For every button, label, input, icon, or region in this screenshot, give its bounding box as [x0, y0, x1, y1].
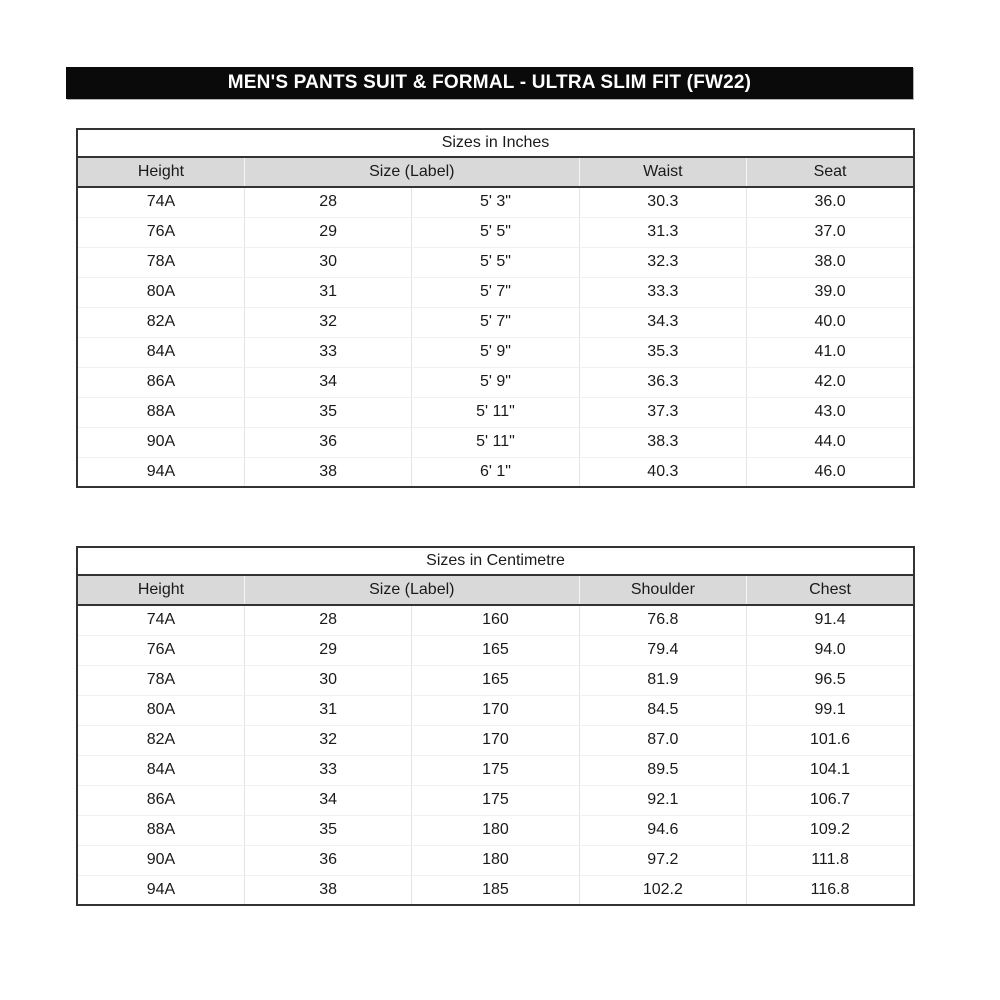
- cell-chest: 116.8: [747, 875, 914, 905]
- table-row: [77, 187, 914, 217]
- cell-shoulder: 92.1: [579, 785, 746, 815]
- cell-size-label: 33: [244, 337, 411, 367]
- cell-size-label: 31: [244, 277, 411, 307]
- header-size-label: Size (Label): [244, 575, 579, 605]
- table-row: [77, 875, 914, 905]
- cell-size-label: 31: [244, 695, 411, 725]
- table-row: [77, 755, 914, 785]
- cell-size-secondary: 180: [412, 815, 579, 845]
- cell-size-secondary: 5' 11": [412, 397, 579, 427]
- table-row: [77, 217, 914, 247]
- cell-seat: 46.0: [747, 457, 914, 487]
- cell-size-label: 38: [244, 457, 411, 487]
- cell-size-secondary: 5' 5": [412, 217, 579, 247]
- cell-size-secondary: 5' 5": [412, 247, 579, 277]
- cell-size-secondary: 5' 11": [412, 427, 579, 457]
- table-row: [77, 307, 914, 337]
- size-table-centimetre: [76, 546, 915, 906]
- cell-shoulder: 84.5: [579, 695, 746, 725]
- table-row: [77, 845, 914, 875]
- cell-chest: 104.1: [747, 755, 914, 785]
- cell-chest: 101.6: [747, 725, 914, 755]
- cell-seat: 42.0: [747, 367, 914, 397]
- header-height: Height: [77, 157, 244, 187]
- cell-shoulder: 81.9: [579, 665, 746, 695]
- cell-shoulder: 79.4: [579, 635, 746, 665]
- cell-size-secondary: 160: [412, 605, 579, 635]
- cell-waist: 36.3: [579, 367, 746, 397]
- cell-height: 76A: [77, 635, 244, 665]
- table-caption-row: [77, 129, 914, 157]
- table-row: [77, 397, 914, 427]
- cell-chest: 109.2: [747, 815, 914, 845]
- cell-size-label: 34: [244, 785, 411, 815]
- header-chest: Chest: [747, 575, 914, 605]
- cell-waist: 30.3: [579, 187, 746, 217]
- cell-size-label: 35: [244, 397, 411, 427]
- table-row: [77, 457, 914, 487]
- cell-chest: 91.4: [747, 605, 914, 635]
- cell-seat: 38.0: [747, 247, 914, 277]
- cell-height: 86A: [77, 785, 244, 815]
- cell-shoulder: 102.2: [579, 875, 746, 905]
- cell-size-secondary: 165: [412, 665, 579, 695]
- cell-waist: 33.3: [579, 277, 746, 307]
- cell-size-secondary: 175: [412, 785, 579, 815]
- cell-size-secondary: 165: [412, 635, 579, 665]
- cell-waist: 35.3: [579, 337, 746, 367]
- cell-shoulder: 87.0: [579, 725, 746, 755]
- table-row: [77, 785, 914, 815]
- cell-height: 90A: [77, 427, 244, 457]
- cell-size-label: 28: [244, 605, 411, 635]
- cell-size-secondary: 5' 3": [412, 187, 579, 217]
- cell-height: 76A: [77, 217, 244, 247]
- cell-height: 82A: [77, 725, 244, 755]
- cell-size-label: 29: [244, 217, 411, 247]
- cell-seat: 39.0: [747, 277, 914, 307]
- cell-waist: 37.3: [579, 397, 746, 427]
- cell-size-label: 33: [244, 755, 411, 785]
- table-row: [77, 367, 914, 397]
- cell-size-secondary: 175: [412, 755, 579, 785]
- cell-size-label: 29: [244, 635, 411, 665]
- cell-height: 80A: [77, 277, 244, 307]
- cell-height: 80A: [77, 695, 244, 725]
- cell-seat: 36.0: [747, 187, 914, 217]
- cell-seat: 43.0: [747, 397, 914, 427]
- table-caption-row: [77, 547, 914, 575]
- cell-chest: 106.7: [747, 785, 914, 815]
- cell-waist: 38.3: [579, 427, 746, 457]
- cell-size-secondary: 5' 9": [412, 337, 579, 367]
- cell-height: 88A: [77, 397, 244, 427]
- cell-height: 84A: [77, 337, 244, 367]
- cell-size-label: 30: [244, 665, 411, 695]
- table-row: [77, 427, 914, 457]
- cell-height: 82A: [77, 307, 244, 337]
- cell-size-label: 34: [244, 367, 411, 397]
- cell-height: 74A: [77, 187, 244, 217]
- cell-size-label: 36: [244, 427, 411, 457]
- cell-waist: 40.3: [579, 457, 746, 487]
- cell-size-secondary: 5' 9": [412, 367, 579, 397]
- cell-chest: 96.5: [747, 665, 914, 695]
- table-header-row: [77, 157, 914, 187]
- cell-size-secondary: 6' 1": [412, 457, 579, 487]
- table-caption: Sizes in Inches: [77, 129, 914, 157]
- chart-title-bar: [66, 67, 913, 99]
- table-row: [77, 337, 914, 367]
- table-row: [77, 277, 914, 307]
- cell-size-label: 30: [244, 247, 411, 277]
- table-row: [77, 695, 914, 725]
- table-header-row: [77, 575, 914, 605]
- header-shoulder: Shoulder: [579, 575, 746, 605]
- cell-height: 88A: [77, 815, 244, 845]
- table-row: [77, 605, 914, 635]
- cell-height: 78A: [77, 247, 244, 277]
- cell-height: 90A: [77, 845, 244, 875]
- table-row: [77, 635, 914, 665]
- cell-size-secondary: 170: [412, 725, 579, 755]
- cell-shoulder: 94.6: [579, 815, 746, 845]
- cell-size-label: 28: [244, 187, 411, 217]
- cell-size-label: 35: [244, 815, 411, 845]
- table-row: [77, 665, 914, 695]
- cell-waist: 31.3: [579, 217, 746, 247]
- header-seat: Seat: [747, 157, 914, 187]
- cell-chest: 111.8: [747, 845, 914, 875]
- header-size-label: Size (Label): [244, 157, 579, 187]
- cell-seat: 37.0: [747, 217, 914, 247]
- table-row: [77, 815, 914, 845]
- table-row: [77, 247, 914, 277]
- cell-chest: 99.1: [747, 695, 914, 725]
- cell-height: 84A: [77, 755, 244, 785]
- cell-shoulder: 97.2: [579, 845, 746, 875]
- cell-chest: 94.0: [747, 635, 914, 665]
- cell-height: 94A: [77, 457, 244, 487]
- cell-size-secondary: 5' 7": [412, 277, 579, 307]
- cell-size-secondary: 185: [412, 875, 579, 905]
- table-row: [77, 725, 914, 755]
- cell-height: 78A: [77, 665, 244, 695]
- chart-title: MEN'S PANTS SUIT & FORMAL - ULTRA SLIM FIT (FW22): [227, 72, 752, 93]
- cell-seat: 40.0: [747, 307, 914, 337]
- cell-size-label: 32: [244, 725, 411, 755]
- cell-shoulder: 89.5: [579, 755, 746, 785]
- cell-size-secondary: 5' 7": [412, 307, 579, 337]
- cell-height: 74A: [77, 605, 244, 635]
- table-caption: Sizes in Centimetre: [77, 547, 914, 575]
- cell-size-label: 38: [244, 875, 411, 905]
- size-table-inches: [76, 128, 915, 488]
- cell-waist: 32.3: [579, 247, 746, 277]
- header-waist: Waist: [579, 157, 746, 187]
- cell-shoulder: 76.8: [579, 605, 746, 635]
- cell-waist: 34.3: [579, 307, 746, 337]
- header-height: Height: [77, 575, 244, 605]
- cell-height: 86A: [77, 367, 244, 397]
- cell-seat: 44.0: [747, 427, 914, 457]
- cell-size-label: 32: [244, 307, 411, 337]
- cell-size-label: 36: [244, 845, 411, 875]
- cell-height: 94A: [77, 875, 244, 905]
- cell-size-secondary: 170: [412, 695, 579, 725]
- cell-size-secondary: 180: [412, 845, 579, 875]
- cell-seat: 41.0: [747, 337, 914, 367]
